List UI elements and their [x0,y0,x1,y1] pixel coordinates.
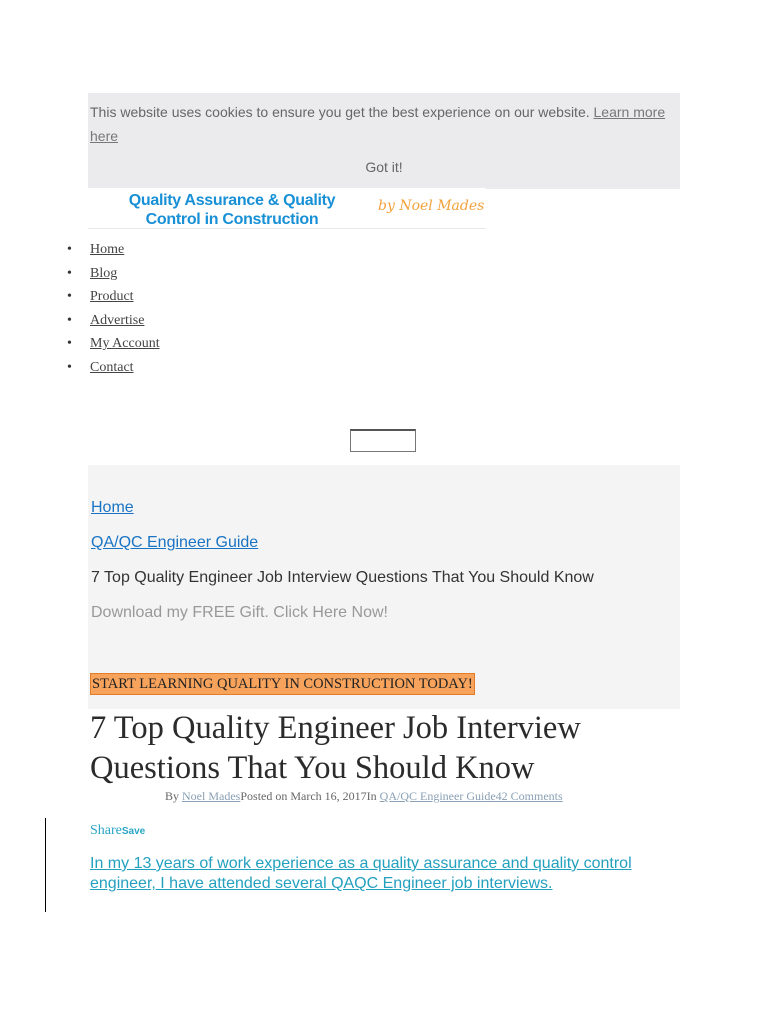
nav-link-home[interactable]: Home [90,242,125,257]
share-button[interactable]: Share [90,823,122,838]
search-input[interactable] [350,429,416,452]
nav-item-product [64,286,160,310]
breadcrumb-category-link[interactable]: QA/QC Engineer Guide [91,534,259,551]
comments-link[interactable]: 42 Comments [495,789,563,803]
site-logo-title [102,191,362,229]
cookie-message-text: This website uses cookies to ensure you get the best experience on our website. [90,104,590,120]
article-intro-link[interactable]: In my 13 years of work experience as a quality assurance and quality control engineer, I have attended several QAQC Engineer job interviews. [90,855,632,892]
main-nav [64,239,160,381]
breadcrumb-home-link[interactable]: Home [91,499,134,516]
nav-link-contact[interactable]: Contact [90,359,134,375]
article-intro [90,854,690,894]
bullet-icon: • [67,336,72,352]
breadcrumb-row-category [91,533,258,553]
bullet-icon: • [67,265,72,281]
category-link[interactable]: QA/QC Engineer Guide [379,789,496,803]
free-gift-link[interactable]: Download my FREE Gift. Click Here Now! [91,604,388,621]
byline-in-label: In [366,789,377,803]
bullet-icon: • [67,312,72,328]
nav-item-blog [64,263,160,287]
text-cursor-line [45,818,46,912]
nav-item-home [64,239,160,263]
share-bar [90,820,145,842]
nav-item-my-account [64,333,160,357]
article-title: 7 Top Quality Engineer Job Interview Questions That You Should Know [90,710,581,786]
site-logo-byline: by Noel Mades [378,198,485,214]
site-logo-title-line2: Control in Construction [145,211,319,228]
breadcrumb-current-page: 7 Top Quality Engineer Job Interview Questions That You Should Know [91,569,594,586]
nav-link-advertise[interactable]: Advertise [90,312,145,328]
article-byline [165,788,563,804]
cookie-consent-bar [88,93,680,189]
nav-link-blog[interactable]: Blog [90,265,118,281]
breadcrumb-row-home [91,498,134,518]
nav-item-advertise [64,310,160,334]
bullet-icon: • [67,359,72,375]
nav-link-product[interactable]: Product [90,289,134,305]
cookie-message [90,100,675,148]
learn-more-link[interactable]: Learn more here [90,104,666,144]
byline-by-label: By [165,789,180,803]
got-it-button[interactable]: Got it! [365,159,403,175]
posted-date: Posted on March 16, 2017 [240,789,367,803]
site-logo-banner[interactable] [88,188,486,229]
save-button[interactable]: Save [121,826,146,837]
nav-item-contact [64,357,160,381]
nav-link-my-account[interactable]: My Account [90,336,160,352]
author-link[interactable]: Noel Mades [182,789,241,803]
bullet-icon: • [67,242,72,257]
site-logo-title-line1: Quality Assurance & Quality [128,192,336,209]
breadcrumb [88,465,680,709]
bullet-icon: • [67,289,72,305]
start-learning-button[interactable]: START LEARNING QUALITY IN CONSTRUCTION TODAY! [90,673,475,695]
